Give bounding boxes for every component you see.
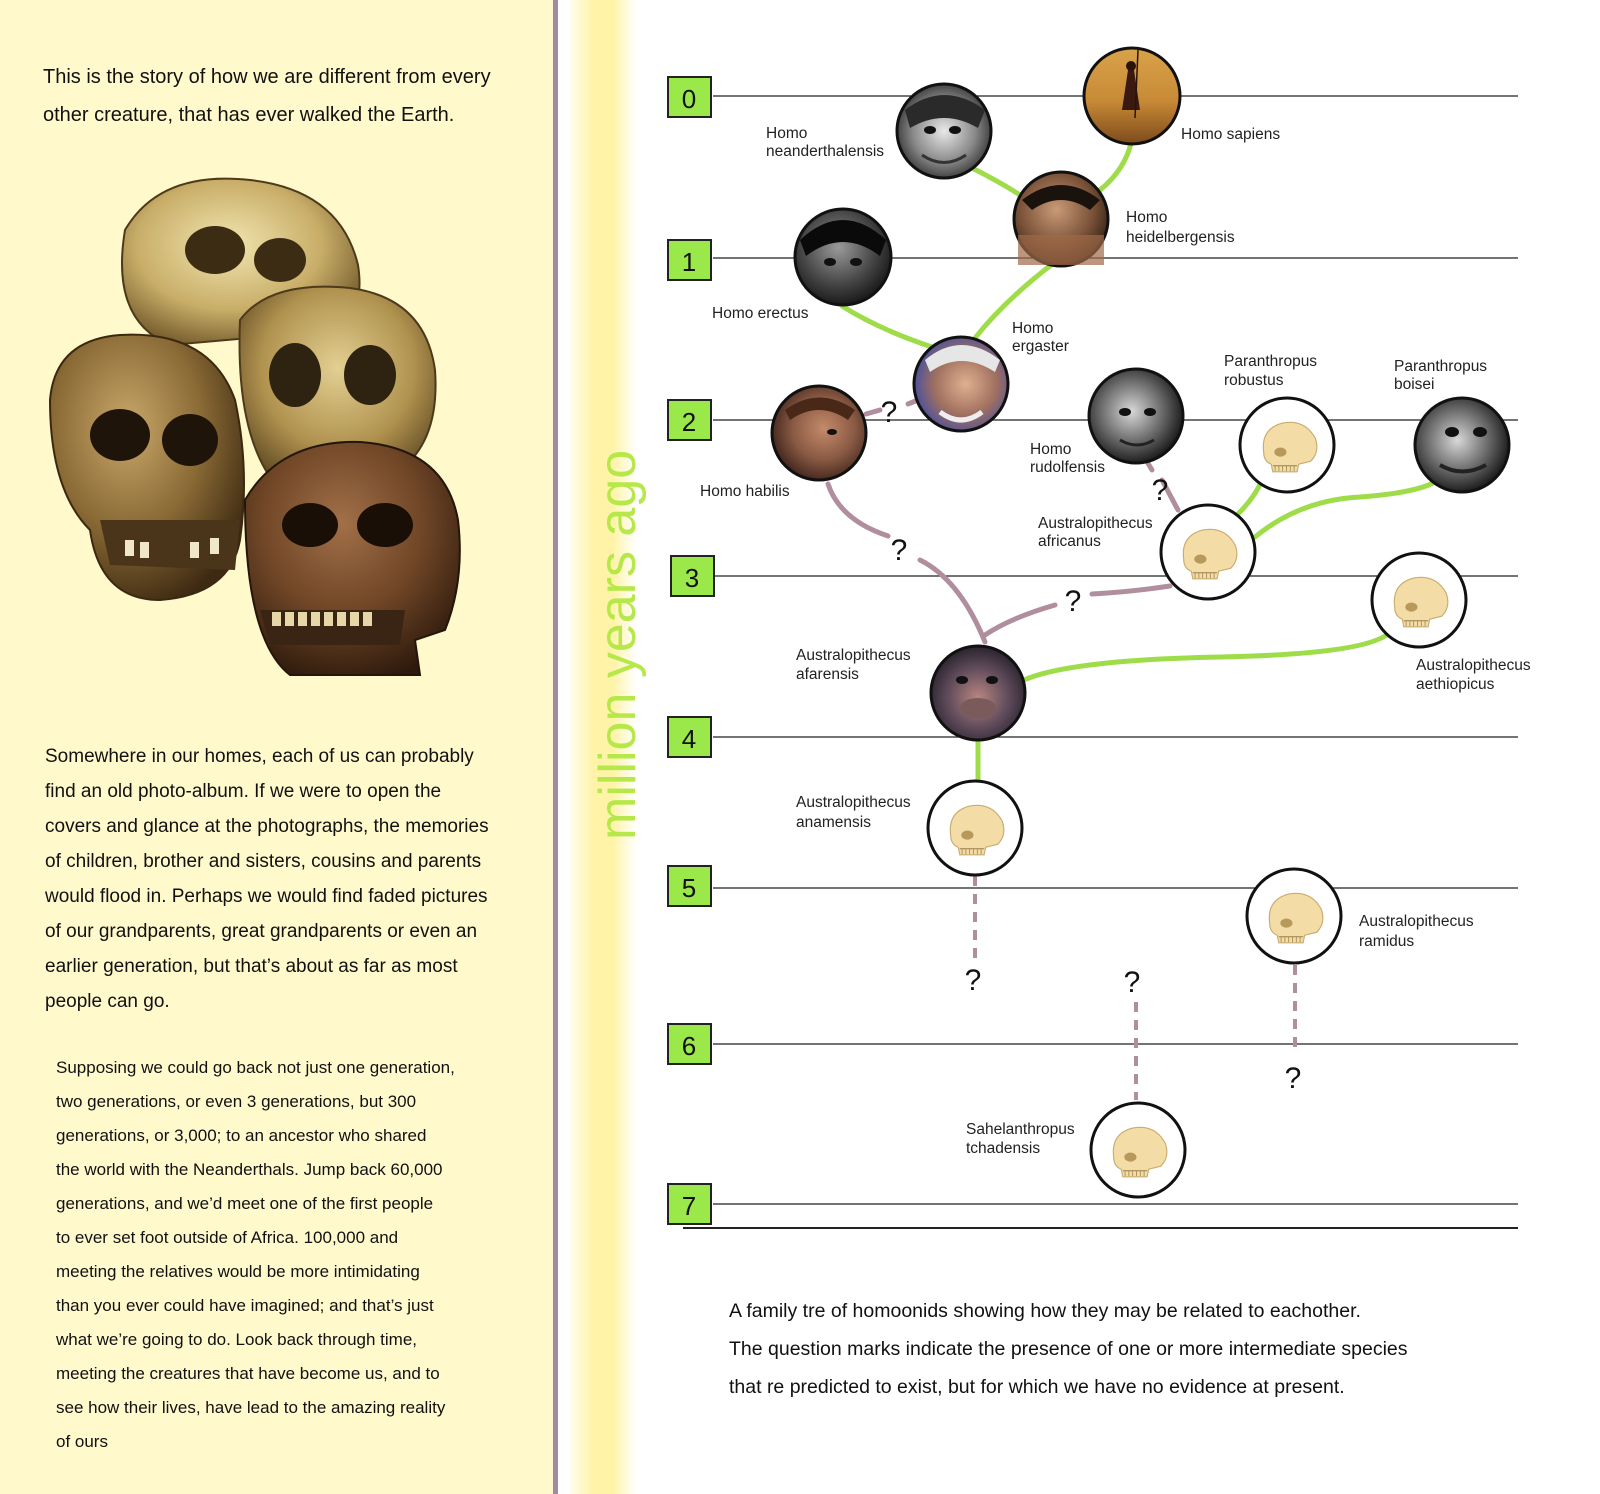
tick-3 — [671, 556, 714, 596]
node-homo-erectus — [795, 209, 891, 305]
question-mark: ? — [890, 534, 908, 567]
node-homo-ergaster — [914, 337, 1008, 431]
node-homo-sapiens — [1084, 48, 1180, 144]
question-mark: ? — [964, 964, 982, 997]
tick-7 — [668, 1184, 711, 1224]
node-australopithecus-africanus — [1161, 505, 1255, 599]
label-robustus: robustus — [1224, 372, 1284, 389]
link-africanus-robustus — [1238, 480, 1262, 514]
question-mark: ? — [880, 396, 898, 429]
caption-line: that re predicted to exist, but for which we have no evidence at present. — [729, 1376, 1345, 1398]
text-line: would flood in. Perhaps we would find faded pictures — [45, 886, 488, 907]
node-homo-heidelbergensis — [1014, 172, 1108, 266]
text-line: see how their lives, have lead to the amazing reality — [56, 1398, 446, 1417]
node-australopithecus-aethiopicus — [1372, 553, 1466, 647]
label-ramidus: ramidus — [1359, 933, 1415, 950]
label-boisei: Paranthropus — [1394, 358, 1488, 375]
tick-4 — [668, 717, 711, 757]
label-sapiens: Homo sapiens — [1181, 126, 1281, 143]
node-homo-rudolfensis — [1089, 369, 1183, 463]
text-line: meeting the relatives would be more intimidating — [56, 1262, 420, 1281]
text-line: to ever set foot outside of Africa. 100,000 and — [56, 1228, 399, 1247]
label-erectus: Homo erectus — [712, 305, 809, 322]
text-line: meeting the creatures that have become us, and to — [56, 1364, 440, 1383]
text-line: than you ever could have imagined; and that’s just — [56, 1296, 434, 1315]
question-mark: ? — [1064, 585, 1082, 618]
label-ergaster: ergaster — [1012, 338, 1069, 355]
label-ergaster: Homo — [1012, 320, 1054, 337]
intro-line: This is the story of how we are different from every — [43, 66, 491, 88]
node-paranthropus-robustus — [1240, 398, 1334, 492]
text-line: generations, and we’d meet one of the first people — [56, 1194, 434, 1213]
text-line: earlier generation, but that’s about as far as most — [45, 956, 458, 977]
label-habilis: Homo habilis — [700, 483, 790, 500]
label-aethiopicus: aethiopicus — [1416, 676, 1495, 693]
node-australopithecus-afarensis — [931, 646, 1025, 740]
text-line: generations, or 3,000; to an ancestor who shared — [56, 1126, 427, 1145]
label-heidelbergensis: Homo — [1126, 209, 1168, 226]
tick-6 — [668, 1024, 711, 1064]
link-heidelbergensis-neanderthalensis — [972, 168, 1020, 195]
question-mark: ? — [1123, 966, 1141, 999]
label-rudolfensis: rudolfensis — [1030, 459, 1105, 476]
text-line: find an old photo-album. If we were to open the — [45, 781, 442, 802]
link-heidelbergensis-sapiens — [1100, 140, 1132, 190]
question-mark: ? — [1151, 474, 1169, 507]
label-heidelbergensis: heidelbergensis — [1126, 229, 1235, 246]
label-afarensis: afarensis — [796, 666, 859, 683]
svg-text:2: 2 — [681, 407, 697, 437]
label-sahelanthropus: Sahelanthropus — [966, 1121, 1075, 1138]
label-africanus: Australopithecus — [1038, 515, 1153, 532]
caption-line: The question marks indicate the presence of one or more intermediate species — [729, 1338, 1408, 1360]
label-robustus: Paranthropus — [1224, 353, 1318, 370]
link-afarensis-aethiopicus — [1024, 632, 1390, 680]
label-anamensis: anamensis — [796, 814, 871, 831]
text-line: of children, brother and sisters, cousins and parents — [45, 851, 482, 872]
link-ergaster-erectus — [842, 306, 935, 348]
caption-line: A family tre of homoonids showing how they may be related to eachother. — [729, 1300, 1361, 1322]
text-line: of ours — [56, 1432, 108, 1451]
label-rudolfensis: Homo — [1030, 441, 1072, 458]
node-australopithecus-ramidus — [1247, 869, 1341, 963]
link-afarensis-africanus — [985, 605, 1055, 635]
node-homo-neanderthalensis — [897, 84, 991, 178]
node-australopithecus-anamensis — [928, 781, 1022, 875]
svg-text:7: 7 — [681, 1191, 697, 1221]
node-sahelanthropus-tchadensis — [1091, 1103, 1185, 1197]
label-neanderthalensis: neanderthalensis — [766, 143, 885, 160]
svg-text:6: 6 — [681, 1031, 697, 1061]
node-homo-habilis — [772, 386, 866, 480]
label-boisei: boisei — [1394, 376, 1435, 393]
text-line: what we’re going to do. Look back through time, — [56, 1330, 417, 1349]
svg-text:3: 3 — [684, 563, 700, 593]
label-anamensis: Australopithecus — [796, 794, 911, 811]
label-africanus: africanus — [1038, 533, 1101, 550]
label-ramidus: Australopithecus — [1359, 913, 1474, 930]
tick-5 — [668, 866, 711, 906]
text-line: covers and glance at the photographs, the memories — [45, 816, 489, 837]
label-afarensis: Australopithecus — [796, 647, 911, 664]
label-neanderthalensis: Homo — [766, 125, 808, 142]
tick-2 — [668, 400, 711, 440]
text-line: of our grandparents, great grandparents or even an — [45, 921, 478, 942]
text-line: Supposing we could go back not just one generation, — [56, 1058, 455, 1077]
label-aethiopicus: Australopithecus — [1416, 657, 1531, 674]
axis-label: million years ago — [589, 449, 647, 840]
text-line: the world with the Neanderthals. Jump back 60,000 — [56, 1160, 443, 1179]
svg-text:0: 0 — [681, 84, 697, 114]
text-line: people can go. — [45, 991, 170, 1012]
question-mark: ? — [1284, 1062, 1302, 1095]
text-line: Somewhere in our homes, each of us can probably — [45, 746, 474, 767]
intro-line: other creature, that has ever walked the Earth. — [43, 104, 455, 126]
svg-text:4: 4 — [681, 724, 697, 754]
svg-text:1: 1 — [681, 247, 697, 277]
svg-text:5: 5 — [681, 873, 697, 903]
text-line: two generations, or even 3 generations, but 300 — [56, 1092, 417, 1111]
label-sahelanthropus: tchadensis — [966, 1140, 1041, 1157]
link-afarensis-habilis — [920, 560, 985, 642]
link-ergaster-habilis — [866, 410, 880, 414]
question-marks — [881, 396, 1302, 1095]
tick-1 — [668, 240, 711, 280]
node-paranthropus-boisei — [1415, 398, 1509, 492]
tick-0 — [668, 77, 711, 117]
